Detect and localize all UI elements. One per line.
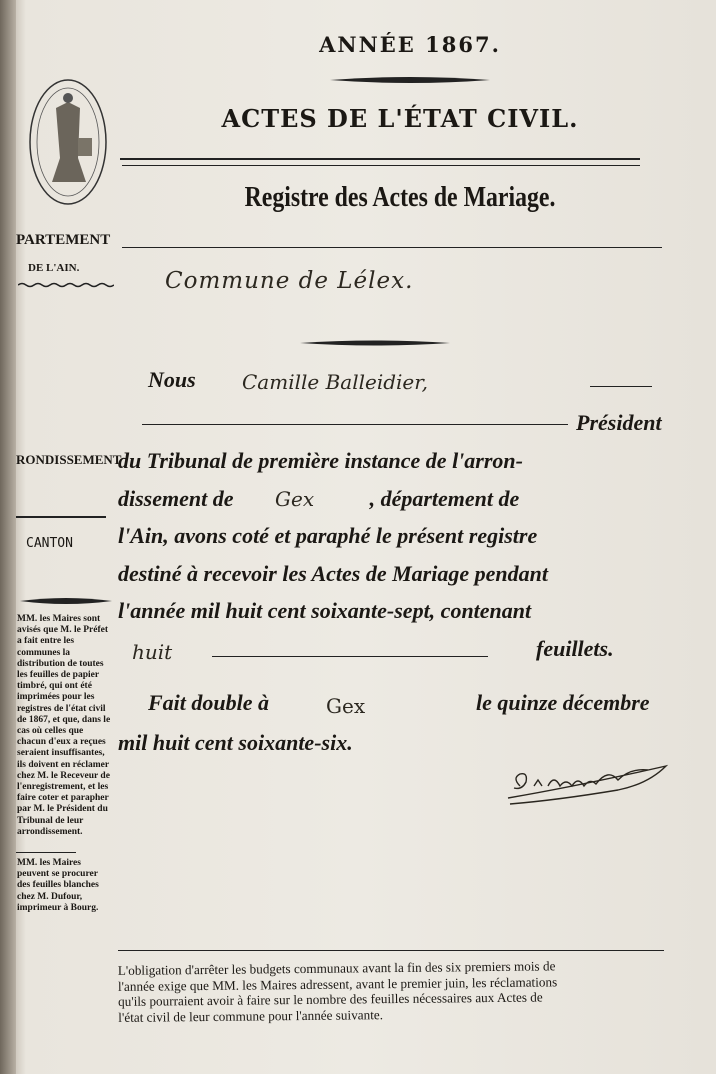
main-title: ACTES DE L'ÉTAT CIVIL. — [221, 104, 579, 133]
canton-ornament — [20, 596, 112, 606]
margin-note-stamped-paper: MM. les Maires sont avisés que M. le Préfet a fait entre les communes la distribution de toutes les feuilles de papier timbré, qui ont été imprimées pour les registres de l'état civil de 1867, et que, dans le cas où celles que chacun d'eux a reçues seraient insuffisantes, ils doivent en réclamer chez M. le Receveur de l'enregistrement, et les faire coter et parapher par M. le Président du Tribunal de leur arrondissement. — [17, 614, 111, 837]
body-ornament — [300, 338, 450, 348]
title-rule — [120, 158, 640, 160]
department-label: PARTEMENT — [16, 232, 111, 248]
body-line-1: du Tribunal de première instance de l'arron- — [118, 448, 523, 473]
nous-label: Nous — [148, 367, 196, 392]
date-year-text: mil huit cent soixante-six. — [118, 730, 353, 755]
fait-double-text: Fait double à — [148, 690, 270, 715]
footer-rule — [118, 950, 664, 951]
signing-place-handwritten: Gex — [326, 694, 366, 718]
book-gutter — [0, 0, 16, 1074]
name-fill-line-2 — [142, 424, 568, 425]
register-title: Registre des Actes de Mariage. — [244, 182, 556, 213]
name-fill-line — [590, 386, 652, 387]
president-name-handwritten: Camille Balleidier, — [242, 370, 428, 394]
year-heading: ANNÉE 1867. — [319, 32, 501, 57]
body-line-5: l'année mil huit cent soixante-sept, contenant — [118, 598, 532, 623]
margin-note-blank-sheets: MM. les Maires peuvent se procurer des feuilles blanches chez M. Dufour, imprimeur à Bourg. — [17, 858, 99, 913]
budget-notice-line-3: qu'ils pourraient avoir à faire sur le nombre des feuilles nécessaires aux Actes de — [118, 989, 543, 1009]
budget-notice-line-1: L'obligation d'arrêter les budgets communaux avant la fin des six premiers mois de — [117, 958, 556, 978]
body-line-2 — [118, 486, 674, 512]
ornament-rule — [330, 74, 490, 86]
president-signature — [498, 756, 678, 812]
president-label: Président — [576, 410, 662, 435]
body-line-3: l'Ain, avons coté et paraphé le présent registre — [118, 523, 538, 548]
body-line-4: destiné à recevoir les Actes de Mariage pendant — [118, 561, 548, 586]
department-value: DE L'AIN. — [28, 262, 80, 274]
arrondissement-place-handwritten: Gex — [275, 487, 315, 511]
budget-notice — [118, 957, 679, 1025]
imperial-stamp — [16, 78, 108, 208]
note-divider — [16, 852, 76, 853]
budget-notice-line-4: l'état civil de leur commune pour l'année suivante. — [118, 1006, 384, 1025]
department-text: , département de — [369, 486, 520, 511]
sheet-count-handwritten: huit — [132, 640, 173, 664]
canton-label: CANTON — [26, 536, 73, 551]
arrondissement-text: dissement de — [118, 486, 234, 511]
arrondissement-rule — [16, 516, 106, 518]
date-text: le quinze décembre — [476, 690, 650, 715]
department-rule — [18, 282, 114, 288]
commune-handwritten: Commune de Lélex. — [165, 268, 414, 294]
count-fill-line — [212, 656, 488, 657]
title-rule-thin — [122, 165, 640, 166]
feuillets-label: feuillets. — [536, 636, 614, 661]
budget-notice-line-2: l'année exige que MM. les Maires adressent, avant le premier juin, les réclamations — [117, 973, 558, 994]
arrondissement-label: RONDISSEMENT — [16, 452, 122, 467]
register-rule — [122, 247, 662, 248]
